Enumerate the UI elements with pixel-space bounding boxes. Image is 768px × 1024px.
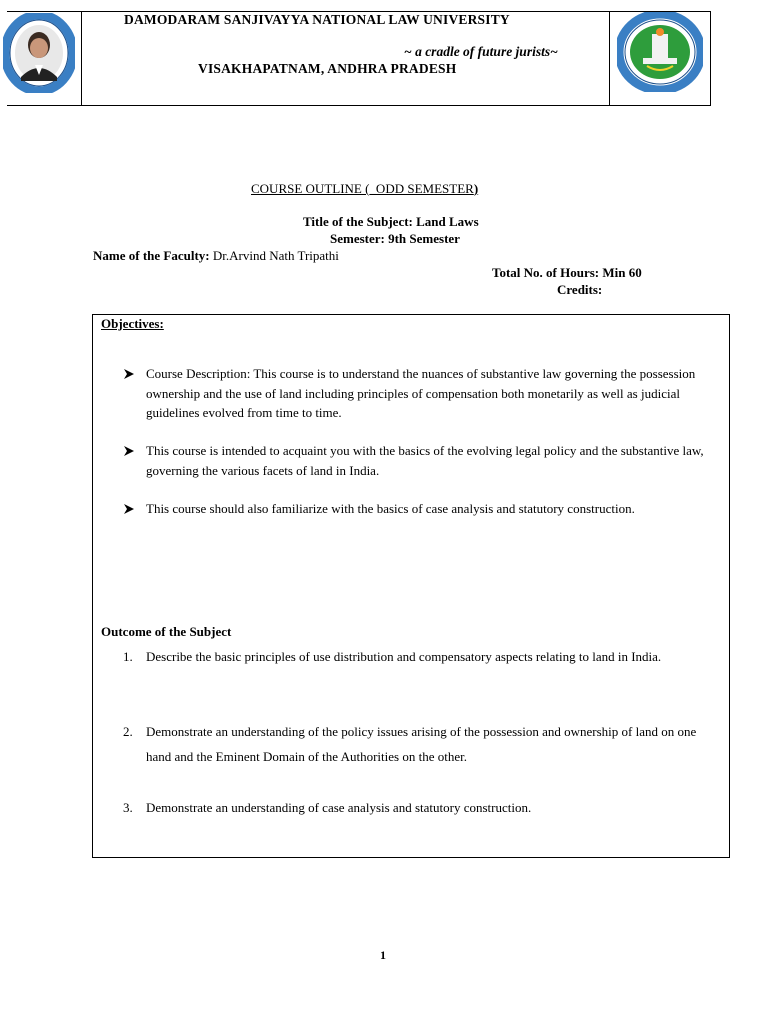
semester-line: Semester: 9th Semester <box>330 231 460 246</box>
university-location: VISAKHAPATNAM, ANDHRA PRADESH <box>198 61 457 76</box>
total-hours: Total No. of Hours: Min 60 <box>492 265 642 280</box>
outcome-number: 2. <box>123 724 133 739</box>
page-number: 1 <box>380 948 386 962</box>
objective-text: This course is intended to acquaint you with the basics of the evolving legal policy and the substantive law, governing the various facets of land in India. <box>146 443 704 478</box>
outcome-number: 1. <box>123 649 133 664</box>
subject-title: Title of the Subject: Land Laws <box>303 214 479 229</box>
course-outline-title <box>251 181 478 197</box>
outcome-heading: Outcome of the Subject <box>101 624 232 639</box>
arrow-bullet-icon <box>124 369 134 379</box>
outcome-text: Demonstrate an understanding of case analysis and statutory construction. <box>146 800 532 815</box>
faculty-name: Dr.Arvind Nath Tripathi <box>212 248 339 263</box>
outcome-item <box>123 795 724 820</box>
outcome-number: 3. <box>123 800 133 815</box>
objective-text: Course Description: This course is to understand the nuances of substantive law governing the possession ownership and the use of land including principles of compensation both monetarily as well as judicial guidelines evolved from time to time. <box>146 366 696 420</box>
university-name: DAMODARAM SANJIVAYYA NATIONAL LAW UNIVERSITY <box>124 12 510 27</box>
outcome-item <box>123 719 724 769</box>
faculty-line <box>93 248 339 264</box>
objective-item <box>146 441 716 480</box>
faculty-label: Name of the Faculty: <box>93 248 210 263</box>
university-tagline: ~ a cradle of future jurists~ <box>404 44 558 59</box>
outcome-text: Demonstrate an understanding of the policy issues arising of the possession and ownership of land on one hand and the Eminent Domain of the Authorities on the other. <box>146 724 697 764</box>
course-outline-suffix: ) <box>473 181 479 196</box>
arrow-bullet-icon <box>124 446 134 456</box>
letterhead-divider-right <box>609 12 610 105</box>
university-seal-portrait-icon <box>3 13 75 93</box>
course-content-box <box>92 314 730 858</box>
outcome-item <box>123 644 724 669</box>
letterhead-divider-left <box>81 12 82 105</box>
objective-item <box>146 364 716 423</box>
objectives-heading: Objectives: <box>101 316 164 331</box>
course-outline-prefix: COURSE OUTLINE (_ODD SEMESTER <box>251 181 474 196</box>
objective-text: This course should also familiarize with the basics of case analysis and statutory construction. <box>146 501 635 516</box>
credits-line: Credits: <box>557 282 603 297</box>
outcome-text: Describe the basic principles of use distribution and compensatory aspects relating to land in India. <box>146 649 662 664</box>
arrow-bullet-icon <box>124 504 134 514</box>
emblem-seal-icon <box>617 12 703 92</box>
objective-item <box>146 499 716 519</box>
